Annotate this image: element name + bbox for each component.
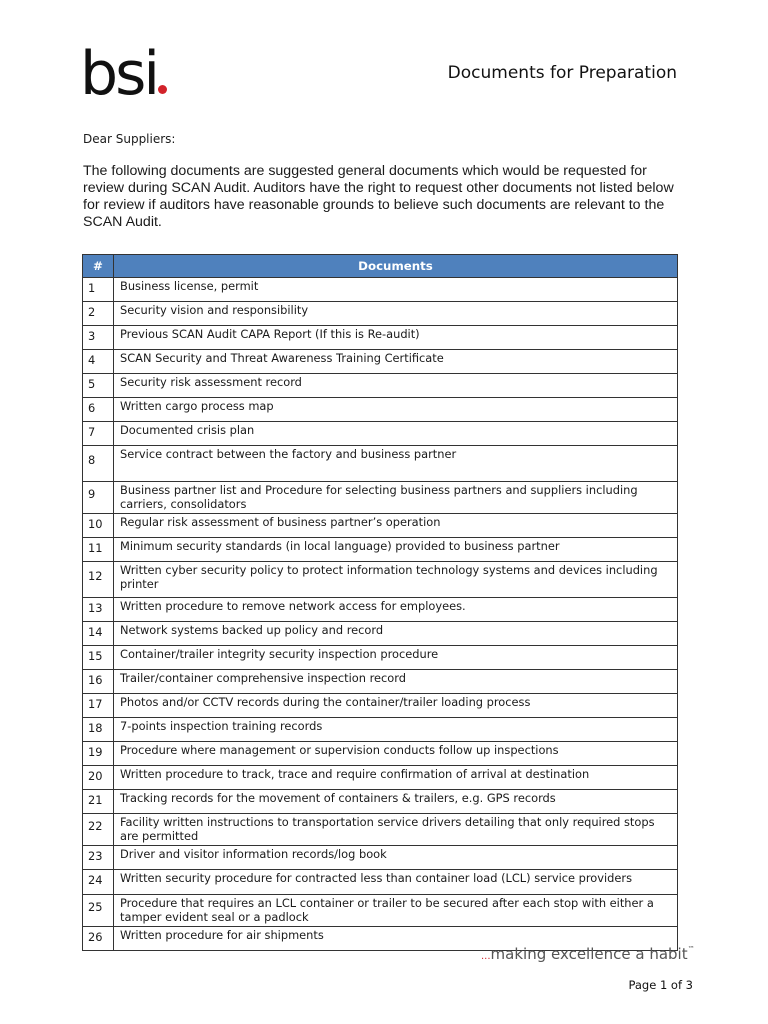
row-document: Security vision and responsibility [114, 302, 678, 326]
row-document: Procedure where management or supervision conducts follow up inspections [114, 742, 678, 766]
table-row [83, 374, 678, 398]
header-documents: Documents [114, 255, 678, 278]
row-number: 1 [83, 278, 114, 302]
row-number: 25 [83, 895, 114, 927]
row-document: 7-points inspection training records [114, 718, 678, 742]
table-row [83, 598, 678, 622]
tagline-text: making excellence a habit [490, 945, 688, 963]
row-number: 4 [83, 350, 114, 374]
document-title: Documents for Preparation [447, 63, 677, 83]
row-number: 5 [83, 374, 114, 398]
row-document: Photos and/or CCTV records during the container/trailer loading process [114, 694, 678, 718]
row-document: Procedure that requires an LCL container or trailer to be secured after each stop with either a tamper evident seal or a padlock [114, 895, 678, 927]
row-number: 10 [83, 514, 114, 538]
table-row [83, 278, 678, 302]
row-document: Trailer/container comprehensive inspection record [114, 670, 678, 694]
row-document: Service contract between the factory and business partner [114, 446, 678, 482]
logo-text: bsi [80, 39, 158, 109]
tagline [481, 945, 695, 963]
table-row [83, 350, 678, 374]
intro-paragraph: The following documents are suggested general documents which would be requested for review during SCAN Audit. Auditors have the right to request other documents not listed below for review if auditors have reasonable grounds to believe such documents are relevant to the SCAN Audit. [83, 163, 674, 230]
row-number: 2 [83, 302, 114, 326]
row-document: Network systems backed up policy and record [114, 622, 678, 646]
table-row [83, 814, 678, 846]
table-row [83, 646, 678, 670]
logo-red-dot [158, 85, 167, 94]
table-row [83, 514, 678, 538]
table-row [83, 538, 678, 562]
row-document: Written procedure to track, trace and require confirmation of arrival at destination [114, 766, 678, 790]
header-number: # [83, 255, 114, 278]
trademark-mark: ™ [687, 945, 695, 953]
table-row [83, 326, 678, 350]
row-document: Driver and visitor information records/log book [114, 846, 678, 870]
row-number: 7 [83, 422, 114, 446]
table-header-row [83, 255, 678, 278]
row-number: 20 [83, 766, 114, 790]
table-row [83, 670, 678, 694]
row-document: Written cyber security policy to protect information technology systems and devices including printer [114, 562, 678, 598]
row-number: 23 [83, 846, 114, 870]
row-number: 8 [83, 446, 114, 482]
row-document: Regular risk assessment of business partner’s operation [114, 514, 678, 538]
row-document: Minimum security standards (in local language) provided to business partner [114, 538, 678, 562]
row-document: SCAN Security and Threat Awareness Training Certificate [114, 350, 678, 374]
table-row [83, 622, 678, 646]
row-number: 17 [83, 694, 114, 718]
table-row [83, 790, 678, 814]
table-row [83, 446, 678, 482]
row-number: 6 [83, 398, 114, 422]
row-number: 18 [83, 718, 114, 742]
row-number: 21 [83, 790, 114, 814]
row-number: 26 [83, 927, 114, 951]
row-number: 16 [83, 670, 114, 694]
row-number: 9 [83, 482, 114, 514]
table-row [83, 846, 678, 870]
row-document: Written procedure to remove network access for employees. [114, 598, 678, 622]
row-document: Business partner list and Procedure for selecting business partners and suppliers including carriers, consolidators [114, 482, 678, 514]
documents-table [82, 254, 678, 951]
row-document: Security risk assessment record [114, 374, 678, 398]
row-number: 19 [83, 742, 114, 766]
row-number: 15 [83, 646, 114, 670]
row-number: 12 [83, 562, 114, 598]
row-number: 3 [83, 326, 114, 350]
row-document: Written procedure for air shipments [114, 927, 678, 951]
row-document: Business license, permit [114, 278, 678, 302]
table-row [83, 422, 678, 446]
row-document: Written security procedure for contracted less than container load (LCL) service providers [114, 870, 678, 895]
row-document: Tracking records for the movement of containers & trailers, e.g. GPS records [114, 790, 678, 814]
row-number: 22 [83, 814, 114, 846]
row-number: 14 [83, 622, 114, 646]
row-number: 13 [83, 598, 114, 622]
salutation: Dear Suppliers: [83, 132, 176, 146]
table-row [83, 398, 678, 422]
row-document: Facility written instructions to transportation service drivers detailing that only required stops are permitted [114, 814, 678, 846]
table-row [83, 302, 678, 326]
table-row [83, 482, 678, 514]
table-row [83, 895, 678, 927]
row-document: Documented crisis plan [114, 422, 678, 446]
table-row [83, 870, 678, 895]
tagline-dots: ... [481, 951, 491, 962]
row-document: Written cargo process map [114, 398, 678, 422]
table-row [83, 742, 678, 766]
table-row [83, 766, 678, 790]
row-number: 11 [83, 538, 114, 562]
row-document: Previous SCAN Audit CAPA Report (If this is Re-audit) [114, 326, 678, 350]
page-number: Page 1 of 3 [628, 978, 693, 992]
bsi-logo [80, 39, 167, 109]
table-row [83, 562, 678, 598]
table-row [83, 718, 678, 742]
table-row [83, 694, 678, 718]
row-number: 24 [83, 870, 114, 895]
row-document: Container/trailer integrity security inspection procedure [114, 646, 678, 670]
